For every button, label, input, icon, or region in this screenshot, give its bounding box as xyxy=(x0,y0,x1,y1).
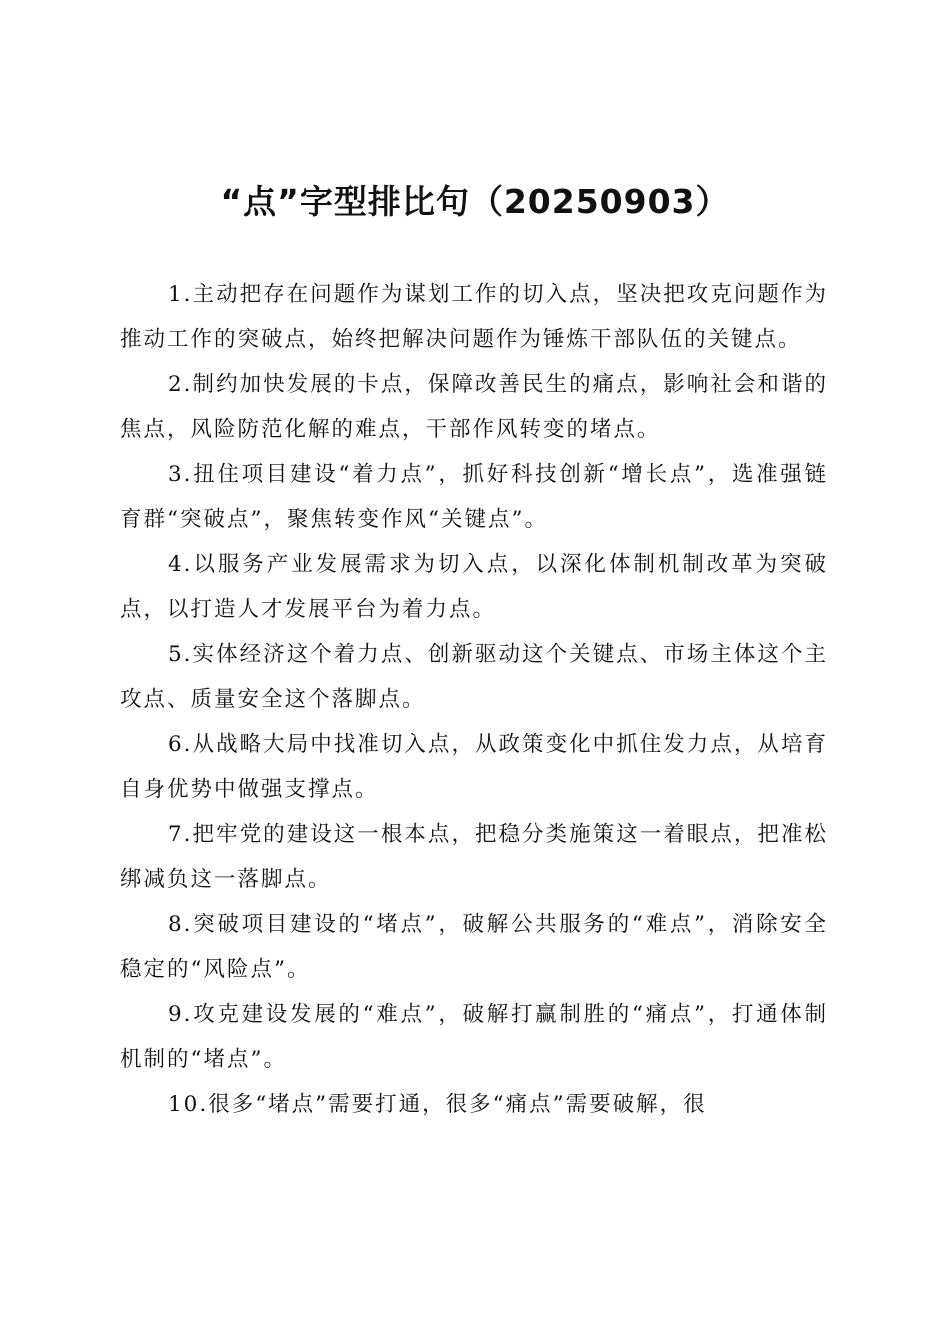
paragraph-3: 3.扭住项目建设“着力点”，抓好科技创新“增长点”，选准强链育群“突破点”，聚焦转变作风“关键点”。 xyxy=(120,462,828,532)
paragraph-6: 6.从战略大局中找准切入点，从政策变化中抓住发力点，从培育自身优势中做强支撑点。 xyxy=(120,732,828,802)
paragraph-7: 7.把牢党的建设这一根本点，把稳分类施策这一着眼点，把准松绑减负这一落脚点。 xyxy=(120,822,828,892)
paragraph-2: 2.制约加快发展的卡点，保障改善民生的痛点，影响社会和谐的焦点，风险防范化解的难点，干部作风转变的堵点。 xyxy=(120,372,828,442)
paragraph-1: 1.主动把存在问题作为谋划工作的切入点，坚决把攻克问题作为推动工作的突破点，始终把解决问题作为锤炼干部队伍的关键点。 xyxy=(120,282,828,352)
document-body xyxy=(120,272,828,1127)
paragraph-4: 4.以服务产业发展需求为切入点，以深化体制机制改革为突破点，以打造人才发展平台为着力点。 xyxy=(120,552,828,622)
paragraph-5: 5.实体经济这个着力点、创新驱动这个关键点、市场主体这个主攻点、质量安全这个落脚点。 xyxy=(120,642,828,712)
paragraph-10: 10.很多“堵点”需要打通，很多“痛点”需要破解，很 xyxy=(168,1092,707,1117)
paragraph-9: 9.攻克建设发展的“难点”，破解打赢制胜的“痛点”，打通体制机制的“堵点”。 xyxy=(120,1002,828,1072)
paragraph-8: 8.突破项目建设的“堵点”，破解公共服务的“难点”，消除安全稳定的“风险点”。 xyxy=(120,912,828,982)
document-title: “点”字型排比句（20250903） xyxy=(220,182,730,221)
